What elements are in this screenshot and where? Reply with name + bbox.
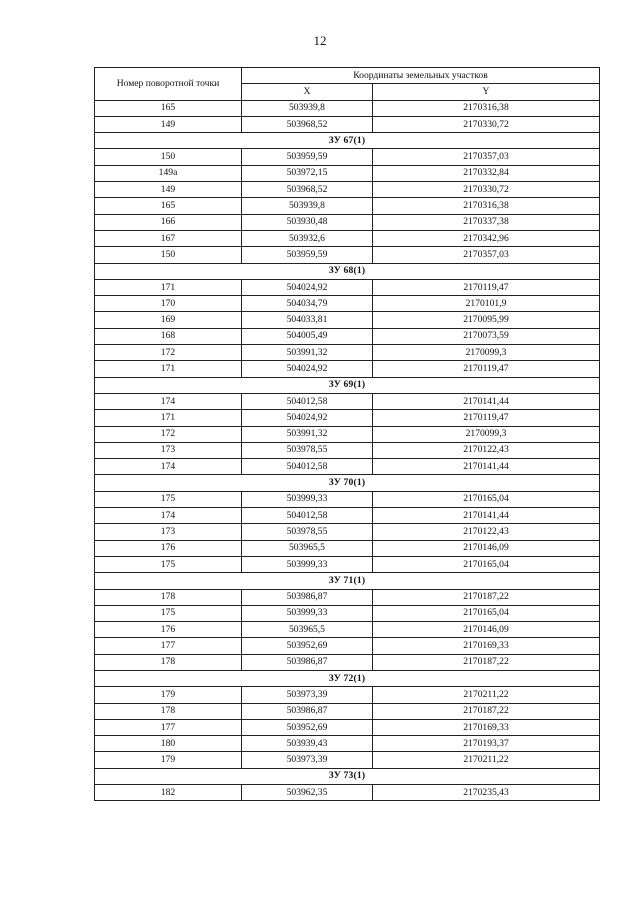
y-coordinate-cell: 2170146,09 — [373, 540, 600, 556]
table-row — [95, 491, 600, 507]
table-row — [95, 605, 600, 621]
section-header-row — [95, 573, 600, 589]
table-row — [95, 736, 600, 752]
x-coordinate-cell: 504005,49 — [242, 328, 373, 344]
y-coordinate-cell: 2170165,04 — [373, 556, 600, 572]
table-row — [95, 508, 600, 524]
point-number-cell: 178 — [95, 654, 242, 670]
x-coordinate-cell: 503973,39 — [242, 752, 373, 768]
x-coordinate-cell: 503999,33 — [242, 491, 373, 507]
x-coordinate-cell: 503972,15 — [242, 165, 373, 181]
y-coordinate-cell: 2170357,03 — [373, 149, 600, 165]
point-number-cell: 177 — [95, 638, 242, 654]
y-coordinate-cell: 2170211,22 — [373, 752, 600, 768]
table-row — [95, 687, 600, 703]
y-coordinate-cell: 2170332,84 — [373, 165, 600, 181]
header-point-number: Номер поворотной точки — [95, 68, 242, 101]
section-title: ЗУ 72(1) — [95, 670, 600, 686]
table-row — [95, 638, 600, 654]
y-coordinate-cell: 2170101,9 — [373, 296, 600, 312]
table-row — [95, 230, 600, 246]
point-number-cell: 176 — [95, 540, 242, 556]
point-number-cell: 165 — [95, 100, 242, 116]
x-coordinate-cell: 503952,69 — [242, 638, 373, 654]
point-number-cell: 178 — [95, 703, 242, 719]
x-coordinate-cell: 504012,58 — [242, 393, 373, 409]
point-number-cell: 174 — [95, 393, 242, 409]
y-coordinate-cell: 2170193,37 — [373, 736, 600, 752]
x-coordinate-cell: 503939,8 — [242, 198, 373, 214]
x-coordinate-cell: 504034,79 — [242, 296, 373, 312]
table-row — [95, 182, 600, 198]
table-row — [95, 116, 600, 132]
y-coordinate-cell: 2170099,3 — [373, 345, 600, 361]
x-coordinate-cell: 503968,52 — [242, 116, 373, 132]
point-number-cell: 173 — [95, 442, 242, 458]
point-number-cell: 166 — [95, 214, 242, 230]
table-row — [95, 540, 600, 556]
x-coordinate-cell: 503965,5 — [242, 622, 373, 638]
table-row — [95, 703, 600, 719]
x-coordinate-cell: 504012,58 — [242, 459, 373, 475]
table-row — [95, 556, 600, 572]
point-number-cell: 169 — [95, 312, 242, 328]
table-row — [95, 279, 600, 295]
section-header-row — [95, 670, 600, 686]
table-row — [95, 361, 600, 377]
point-number-cell: 175 — [95, 605, 242, 621]
x-coordinate-cell: 503959,59 — [242, 247, 373, 263]
x-coordinate-cell: 503986,87 — [242, 589, 373, 605]
point-number-cell: 175 — [95, 491, 242, 507]
point-number-cell: 182 — [95, 785, 242, 801]
x-coordinate-cell: 503939,8 — [242, 100, 373, 116]
x-coordinate-cell: 503965,5 — [242, 540, 373, 556]
point-number-cell: 172 — [95, 345, 242, 361]
table-row — [95, 524, 600, 540]
y-coordinate-cell: 2170316,38 — [373, 100, 600, 116]
y-coordinate-cell: 2170211,22 — [373, 687, 600, 703]
table-row — [95, 410, 600, 426]
x-coordinate-cell: 504024,92 — [242, 279, 373, 295]
point-number-cell: 175 — [95, 556, 242, 572]
x-coordinate-cell: 503959,59 — [242, 149, 373, 165]
x-coordinate-cell: 503991,32 — [242, 426, 373, 442]
header-y: Y — [373, 84, 600, 100]
x-coordinate-cell: 503986,87 — [242, 654, 373, 670]
x-coordinate-cell: 503952,69 — [242, 719, 373, 735]
section-header-row — [95, 377, 600, 393]
table-row — [95, 328, 600, 344]
x-coordinate-cell: 503986,87 — [242, 703, 373, 719]
section-title: ЗУ 73(1) — [95, 768, 600, 784]
y-coordinate-cell: 2170122,43 — [373, 442, 600, 458]
point-number-cell: 170 — [95, 296, 242, 312]
y-coordinate-cell: 2170073,59 — [373, 328, 600, 344]
x-coordinate-cell: 503978,55 — [242, 524, 373, 540]
table-row — [95, 459, 600, 475]
y-coordinate-cell: 2170169,33 — [373, 719, 600, 735]
point-number-cell: 176 — [95, 622, 242, 638]
point-number-cell: 150 — [95, 247, 242, 263]
y-coordinate-cell: 2170187,22 — [373, 703, 600, 719]
header-x: X — [242, 84, 373, 100]
y-coordinate-cell: 2170119,47 — [373, 279, 600, 295]
y-coordinate-cell: 2170122,43 — [373, 524, 600, 540]
y-coordinate-cell: 2170099,3 — [373, 426, 600, 442]
x-coordinate-cell: 504033,81 — [242, 312, 373, 328]
table-row — [95, 165, 600, 181]
point-number-cell: 149 — [95, 182, 242, 198]
point-number-cell: 180 — [95, 736, 242, 752]
section-title: ЗУ 68(1) — [95, 263, 600, 279]
section-header-row — [95, 475, 600, 491]
point-number-cell: 150 — [95, 149, 242, 165]
point-number-cell: 177 — [95, 719, 242, 735]
section-title: ЗУ 70(1) — [95, 475, 600, 491]
y-coordinate-cell: 2170235,43 — [373, 785, 600, 801]
point-number-cell: 168 — [95, 328, 242, 344]
x-coordinate-cell: 503932,6 — [242, 230, 373, 246]
y-coordinate-cell: 2170187,22 — [373, 589, 600, 605]
x-coordinate-cell: 503939,43 — [242, 736, 373, 752]
x-coordinate-cell: 503999,33 — [242, 605, 373, 621]
page-number: 12 — [313, 33, 327, 48]
table-row — [95, 589, 600, 605]
point-number-cell: 149а — [95, 165, 242, 181]
table-row — [95, 312, 600, 328]
y-coordinate-cell: 2170141,44 — [373, 459, 600, 475]
point-number-cell: 179 — [95, 752, 242, 768]
point-number-cell: 171 — [95, 361, 242, 377]
table-row — [95, 214, 600, 230]
coordinates-table — [94, 67, 600, 801]
point-number-cell: 179 — [95, 687, 242, 703]
y-coordinate-cell: 2170330,72 — [373, 182, 600, 198]
point-number-cell: 173 — [95, 524, 242, 540]
y-coordinate-cell: 2170165,04 — [373, 491, 600, 507]
y-coordinate-cell: 2170119,47 — [373, 410, 600, 426]
y-coordinate-cell: 2170187,22 — [373, 654, 600, 670]
table-body — [95, 100, 600, 801]
x-coordinate-cell: 503978,55 — [242, 442, 373, 458]
point-number-cell: 149 — [95, 116, 242, 132]
x-coordinate-cell: 503930,48 — [242, 214, 373, 230]
section-title: ЗУ 69(1) — [95, 377, 600, 393]
x-coordinate-cell: 503991,32 — [242, 345, 373, 361]
table-row — [95, 149, 600, 165]
x-coordinate-cell: 504024,92 — [242, 361, 373, 377]
x-coordinate-cell: 504012,58 — [242, 508, 373, 524]
table-row — [95, 345, 600, 361]
y-coordinate-cell: 2170146,09 — [373, 622, 600, 638]
table-row — [95, 296, 600, 312]
table-row — [95, 654, 600, 670]
point-number-cell: 167 — [95, 230, 242, 246]
point-number-cell: 178 — [95, 589, 242, 605]
y-coordinate-cell: 2170342,96 — [373, 230, 600, 246]
x-coordinate-cell: 503973,39 — [242, 687, 373, 703]
section-header-row — [95, 133, 600, 149]
section-header-row — [95, 263, 600, 279]
y-coordinate-cell: 2170141,44 — [373, 393, 600, 409]
x-coordinate-cell: 503999,33 — [242, 556, 373, 572]
y-coordinate-cell: 2170330,72 — [373, 116, 600, 132]
section-header-row — [95, 768, 600, 784]
y-coordinate-cell: 2170165,04 — [373, 605, 600, 621]
table-row — [95, 247, 600, 263]
point-number-cell: 174 — [95, 508, 242, 524]
table-row — [95, 393, 600, 409]
point-number-cell: 165 — [95, 198, 242, 214]
y-coordinate-cell: 2170357,03 — [373, 247, 600, 263]
table-row — [95, 719, 600, 735]
point-number-cell: 172 — [95, 426, 242, 442]
section-title: ЗУ 71(1) — [95, 573, 600, 589]
x-coordinate-cell: 503962,35 — [242, 785, 373, 801]
x-coordinate-cell: 503968,52 — [242, 182, 373, 198]
header-coordinates: Координаты земельных участков — [242, 68, 600, 84]
y-coordinate-cell: 2170169,33 — [373, 638, 600, 654]
section-title: ЗУ 67(1) — [95, 133, 600, 149]
x-coordinate-cell: 504024,92 — [242, 410, 373, 426]
table-row — [95, 426, 600, 442]
table-row — [95, 198, 600, 214]
y-coordinate-cell: 2170095,99 — [373, 312, 600, 328]
y-coordinate-cell: 2170119,47 — [373, 361, 600, 377]
point-number-cell: 174 — [95, 459, 242, 475]
point-number-cell: 171 — [95, 410, 242, 426]
table-row — [95, 100, 600, 116]
point-number-cell: 171 — [95, 279, 242, 295]
table-row — [95, 622, 600, 638]
table-row — [95, 785, 600, 801]
y-coordinate-cell: 2170337,38 — [373, 214, 600, 230]
y-coordinate-cell: 2170141,44 — [373, 508, 600, 524]
table-row — [95, 442, 600, 458]
table-row — [95, 752, 600, 768]
y-coordinate-cell: 2170316,38 — [373, 198, 600, 214]
